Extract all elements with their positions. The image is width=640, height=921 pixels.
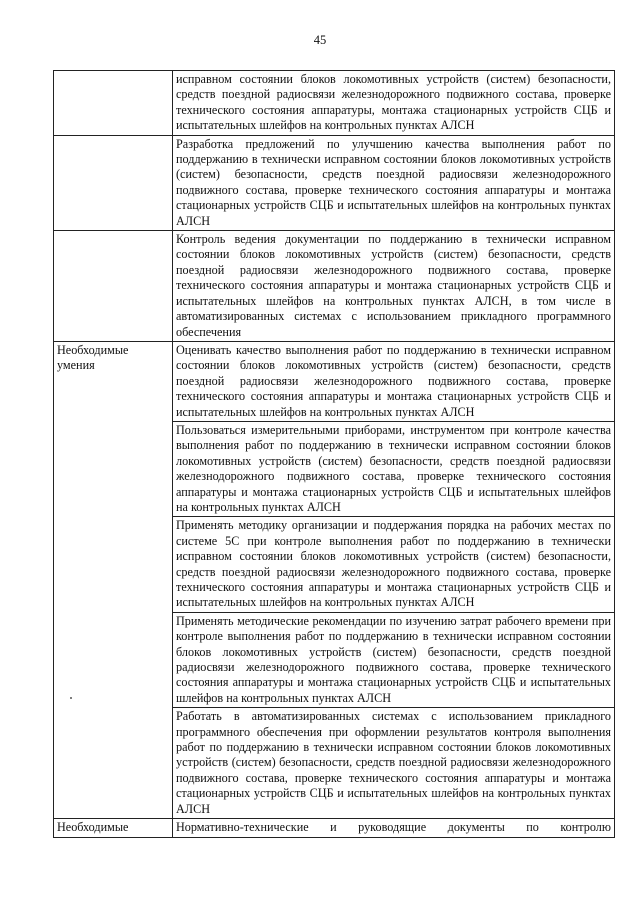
row-text: Контроль ведения документации по поддержанию в технически исправном состоянии блоков локомотивных устройств (систем) безопасности, средств поездной радиосвязи железнодорожного подвижного состава, проверке технического состояния аппаратуры и монтажа стационарных устройств СЦБ и испытательных шлейфов на контрольных пунктах АЛСН, в том числе в автоматизированных системах с использованием прикладного программного обеспечения <box>173 231 615 342</box>
table-row <box>54 341 615 421</box>
section-label-knowledge: Необходимые <box>54 819 173 837</box>
table-row <box>54 231 615 342</box>
row-label <box>54 71 173 136</box>
table-row <box>54 71 615 136</box>
page-number: 45 <box>313 33 327 47</box>
row-text: Оценивать качество выполнения работ по поддержанию в технически исправном состоянии блоков локомотивных устройств (систем) безопасности, средств поездной радиосвязи железнодорожного подвижного состава, проверке технического состояния аппаратуры и монтажа стационарных устройств СЦБ и испытательных шлейфов на контрольных пунктах АЛСН <box>173 341 615 421</box>
table-row <box>54 135 615 230</box>
scan-speck <box>70 697 72 699</box>
requirements-table <box>53 70 615 838</box>
row-text: Пользоваться измерительными приборами, инструментом при контроле качества выполнения работ по поддержанию в технически исправном состоянии блоков локомотивных устройств (систем) безопасности, средств поездной радиосвязи железнодорожного подвижного состава, проверке технического состояния аппаратуры и монтажа стационарных устройств СЦБ и испытательных шлейфов на контрольных пунктах АЛСН <box>173 421 615 516</box>
section-label-skills: Необходимые умения <box>54 341 173 818</box>
row-text: Разработка предложений по улучшению качества выполнения работ по поддержанию в технически исправном состоянии блоков локомотивных устройств (систем) безопасности, средств поездной радиосвязи железнодорожного подвижного состава, проверке технического состояния аппаратуры и монтажа стационарных устройств СЦБ и испытательных шлейфов на контрольных пунктах АЛСН <box>173 135 615 230</box>
row-text: исправном состоянии блоков локомотивных устройств (систем) безопасности, средств поездной радиосвязи железнодорожного подвижного состава, проверке технического состояния аппаратуры, монтажа стационарных устройств СЦБ и испытательных шлейфов на контрольных пунктах АЛСН <box>173 71 615 136</box>
row-text: Нормативно-технические и руководящие документы по контролю <box>173 819 615 837</box>
row-text: Работать в автоматизированных системах с использованием прикладного программного обеспечения при оформлении результатов контроля выполнения работ по поддержанию в технически исправном состоянии блоков локомотивных устройств (систем) безопасности, средств поездной радиосвязи железнодорожного подвижного состава, проверке технического состояния аппаратуры и монтажа стационарных устройств СЦБ и испытательных шлейфов на контрольных пунктах АЛСН <box>173 708 615 819</box>
row-text: Применять методику организации и поддержания порядка на рабочих местах по системе 5С при контроле выполнения работ по поддержанию в технически исправном состоянии блоков локомотивных устройств (систем) безопасности, средств поездной радиосвязи железнодорожного подвижного состава, проверке технического состояния аппаратуры и монтажа стационарных устройств СЦБ и испытательных шлейфов на контрольных пунктах АЛСН <box>173 517 615 612</box>
row-label <box>54 135 173 230</box>
row-text: Применять методические рекомендации по изучению затрат рабочего времени при контроле выполнения работ по поддержанию в технически исправном состоянии блоков локомотивных устройств (систем) безопасности, средств поездной радиосвязи железнодорожного подвижного состава, проверке технического состояния аппаратуры и монтажа стационарных устройств СЦБ и испытательных шлейфов на контрольных пунктах АЛСН <box>173 612 615 707</box>
row-label <box>54 231 173 342</box>
table-row <box>54 819 615 837</box>
